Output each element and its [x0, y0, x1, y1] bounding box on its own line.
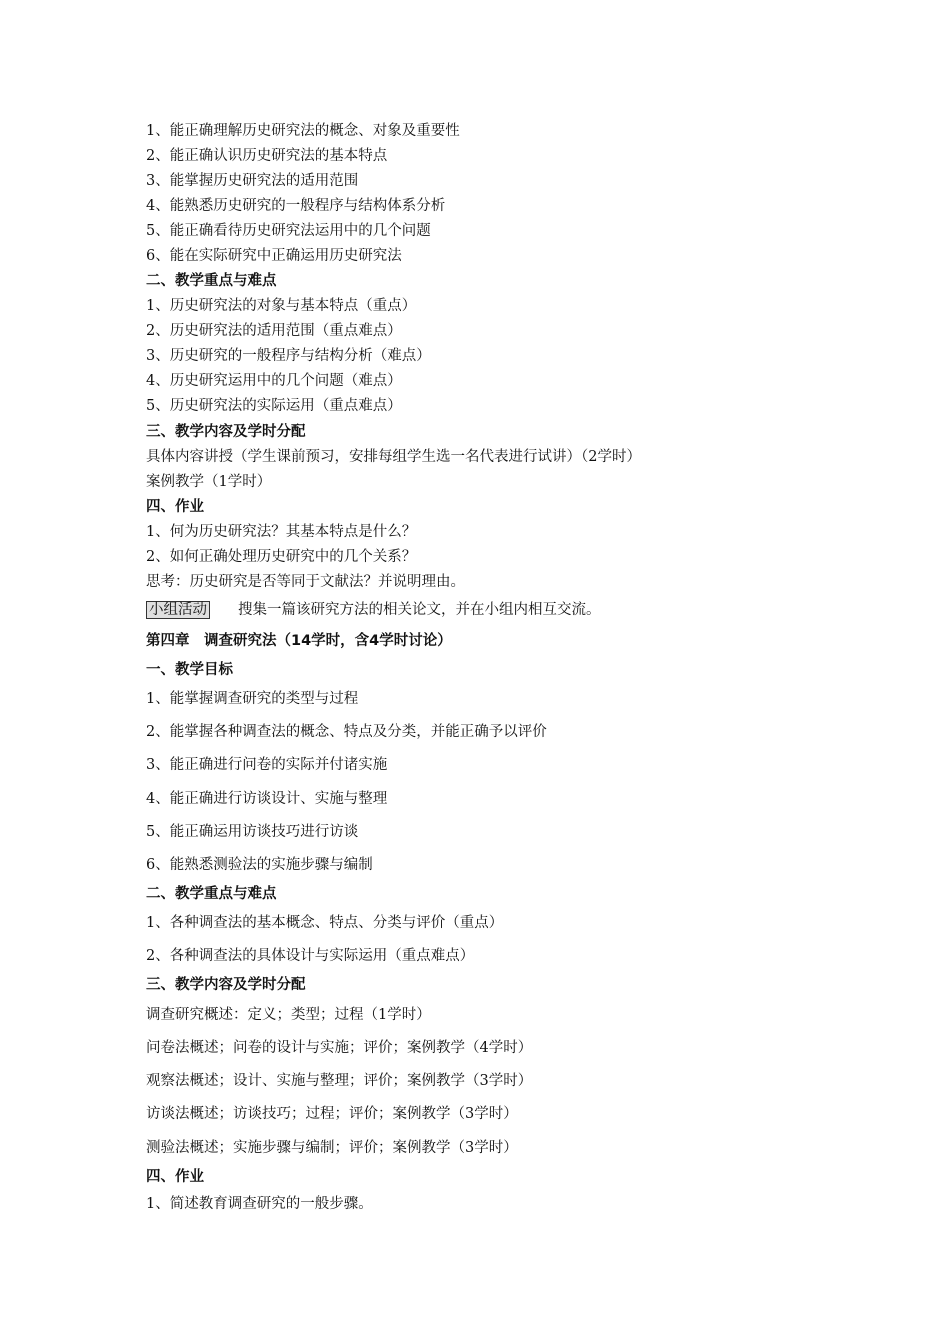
content-item: 测验法概述；实施步骤与编制；评价；案例教学（3学时）: [146, 1140, 518, 1156]
goal-item: 2、能掌握各种调查法的概念、特点及分类，并能正确予以评价: [146, 724, 547, 740]
goal-item: 6、能在实际研究中正确运用历史研究法: [146, 248, 402, 264]
goal-item: 1、能正确理解历史研究法的概念、对象及重要性: [146, 123, 460, 139]
content-item: 具体内容讲授（学生课前预习，安排每组学生选一名代表进行试讲）（2学时）: [146, 449, 641, 465]
goal-item: 6、能熟悉测验法的实施步骤与编制: [146, 857, 373, 873]
goal-item: 3、能正确进行问卷的实际并付诸实施: [146, 757, 388, 773]
content-item: 调查研究概述：定义；类型；过程（1学时）: [146, 1007, 431, 1023]
chapter-title: 第四章 调查研究法（14学时，含4学时讨论）: [146, 633, 452, 649]
key-item: 4、历史研究运用中的几个问题（难点）: [146, 373, 402, 389]
goal-item: 5、能正确运用访谈技巧进行访谈: [146, 824, 359, 840]
section-heading: 三、教学内容及学时分配: [146, 977, 306, 993]
content-item: 问卷法概述；问卷的设计与实施；评价；案例教学（4学时）: [146, 1040, 533, 1056]
key-item: 2、各种调查法的具体设计与实际运用（重点难点）: [146, 948, 475, 964]
key-item: 2、历史研究法的适用范围（重点难点）: [146, 323, 402, 339]
activity-line: [146, 600, 601, 620]
activity-label: 小组活动: [146, 601, 210, 619]
homework-item: 2、如何正确处理历史研究中的几个关系？: [146, 549, 417, 565]
content-item: 访谈法概述；访谈技巧；过程；评价；案例教学（3学时）: [146, 1106, 518, 1122]
goal-item: 3、能掌握历史研究法的适用范围: [146, 173, 359, 189]
section-heading: 四、作业: [146, 1169, 204, 1185]
goal-item: 5、能正确看待历史研究法运用中的几个问题: [146, 223, 431, 239]
goal-item: 4、能正确进行访谈设计、实施与整理: [146, 791, 388, 807]
goal-item: 2、能正确认识历史研究法的基本特点: [146, 148, 388, 164]
key-item: 1、历史研究法的对象与基本特点（重点）: [146, 298, 417, 314]
homework-item: 思考：历史研究是否等同于文献法？并说明理由。: [146, 574, 465, 590]
goal-item: 1、能掌握调查研究的类型与过程: [146, 691, 359, 707]
section-heading: 四、作业: [146, 499, 204, 515]
section-heading: 二、教学重点与难点: [146, 273, 277, 289]
goal-item: 4、能熟悉历史研究的一般程序与结构体系分析: [146, 198, 446, 214]
key-item: 1、各种调查法的基本概念、特点、分类与评价（重点）: [146, 915, 504, 931]
key-item: 5、历史研究法的实际运用（重点难点）: [146, 398, 402, 414]
activity-text: 搜集一篇该研究方法的相关论文，并在小组内相互交流。: [238, 602, 601, 618]
key-item: 3、历史研究的一般程序与结构分析（难点）: [146, 348, 431, 364]
homework-item: 1、简述教育调查研究的一般步骤。: [146, 1196, 373, 1212]
homework-item: 1、何为历史研究法？其基本特点是什么？: [146, 524, 417, 540]
section-heading: 二、教学重点与难点: [146, 886, 277, 902]
content-item: 观察法概述；设计、实施与整理；评价；案例教学（3学时）: [146, 1073, 533, 1089]
section-heading: 三、教学内容及学时分配: [146, 424, 306, 440]
section-heading: 一、教学目标: [146, 662, 233, 678]
content-item: 案例教学（1学时）: [146, 474, 272, 490]
